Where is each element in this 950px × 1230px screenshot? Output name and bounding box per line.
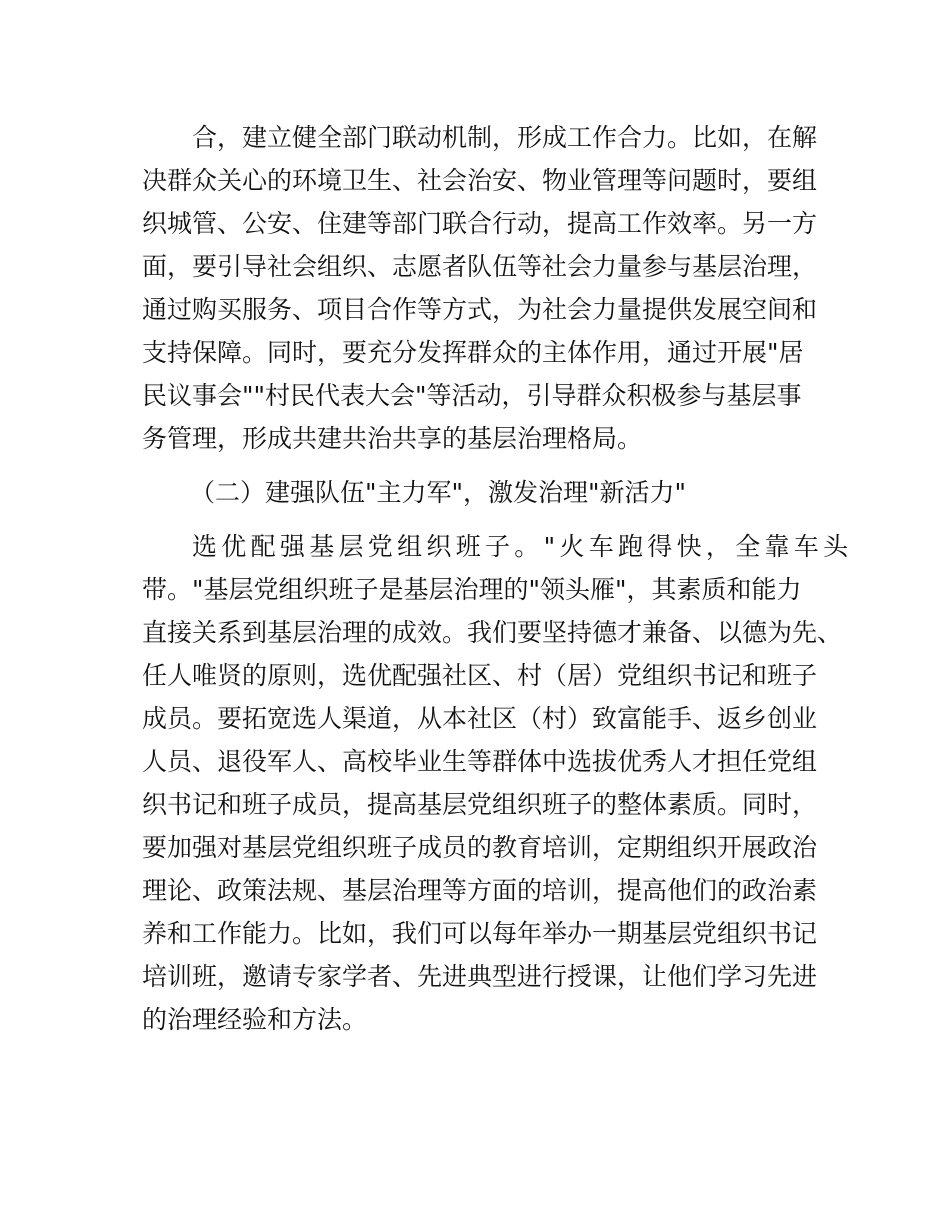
text-line: 人员、退役军人、高校毕业生等群体中选拔优秀人才担任党组 — [142, 747, 818, 776]
text-line: 务管理，形成共建共治共享的基层治理格局。 — [142, 424, 643, 453]
text-line: 任人唯贤的原则，选优配强社区、村（居）党组织书记和班子 — [142, 661, 818, 690]
text-line: 培训班，邀请专家学者、先进典型进行授课，让他们学习先进 — [142, 962, 818, 991]
text-line: 民议事会""村民代表大会"等活动，引导群众积极参与基层事 — [142, 381, 802, 410]
text-line: 要加强对基层党组织班子成员的教育培训，定期组织开展政治 — [142, 833, 818, 862]
text-line: 织城管、公安、住建等部门联合行动，提高工作效率。另一方 — [142, 209, 818, 238]
text-line: 织书记和班子成员，提高基层党组织班子的整体素质。同时， — [142, 790, 818, 819]
text-line: 通过购买服务、项目合作等方式，为社会力量提供发展空间和 — [142, 295, 818, 324]
text-line: 支持保障。同时，要充分发挥群众的主体作用，通过开展"居 — [142, 338, 804, 367]
text-line: 理论、政策法规、基层治理等方面的培训，提高他们的政治素 — [142, 876, 818, 905]
text-line: 成员。要拓宽选人渠道，从本社区（村）致富能手、返乡创业 — [142, 704, 818, 733]
text-line: 合，建立健全部门联动机制，形成工作合力。比如，在解 — [192, 123, 818, 152]
section-heading: （二）建强队伍"主力军"，激发治理"新活力" — [190, 478, 686, 507]
text-line: 面，要引导社会组织、志愿者队伍等社会力量参与基层治理， — [142, 252, 818, 281]
text-line: 选优配强基层党组织班子。"火车跑得快，全靠车头 — [192, 532, 853, 561]
text-line: 直接关系到基层治理的成效。我们要坚持德才兼备、以德为先、 — [142, 618, 843, 647]
text-line: 带。"基层党组织班子是基层治理的"领头雁"，其素质和能力 — [142, 575, 802, 604]
text-line: 的治理经验和方法。 — [142, 1005, 368, 1034]
text-line: 决群众关心的环境卫生、社会治安、物业管理等问题时，要组 — [142, 166, 818, 195]
text-line: 养和工作能力。比如，我们可以每年举办一期基层党组织书记 — [142, 919, 818, 948]
